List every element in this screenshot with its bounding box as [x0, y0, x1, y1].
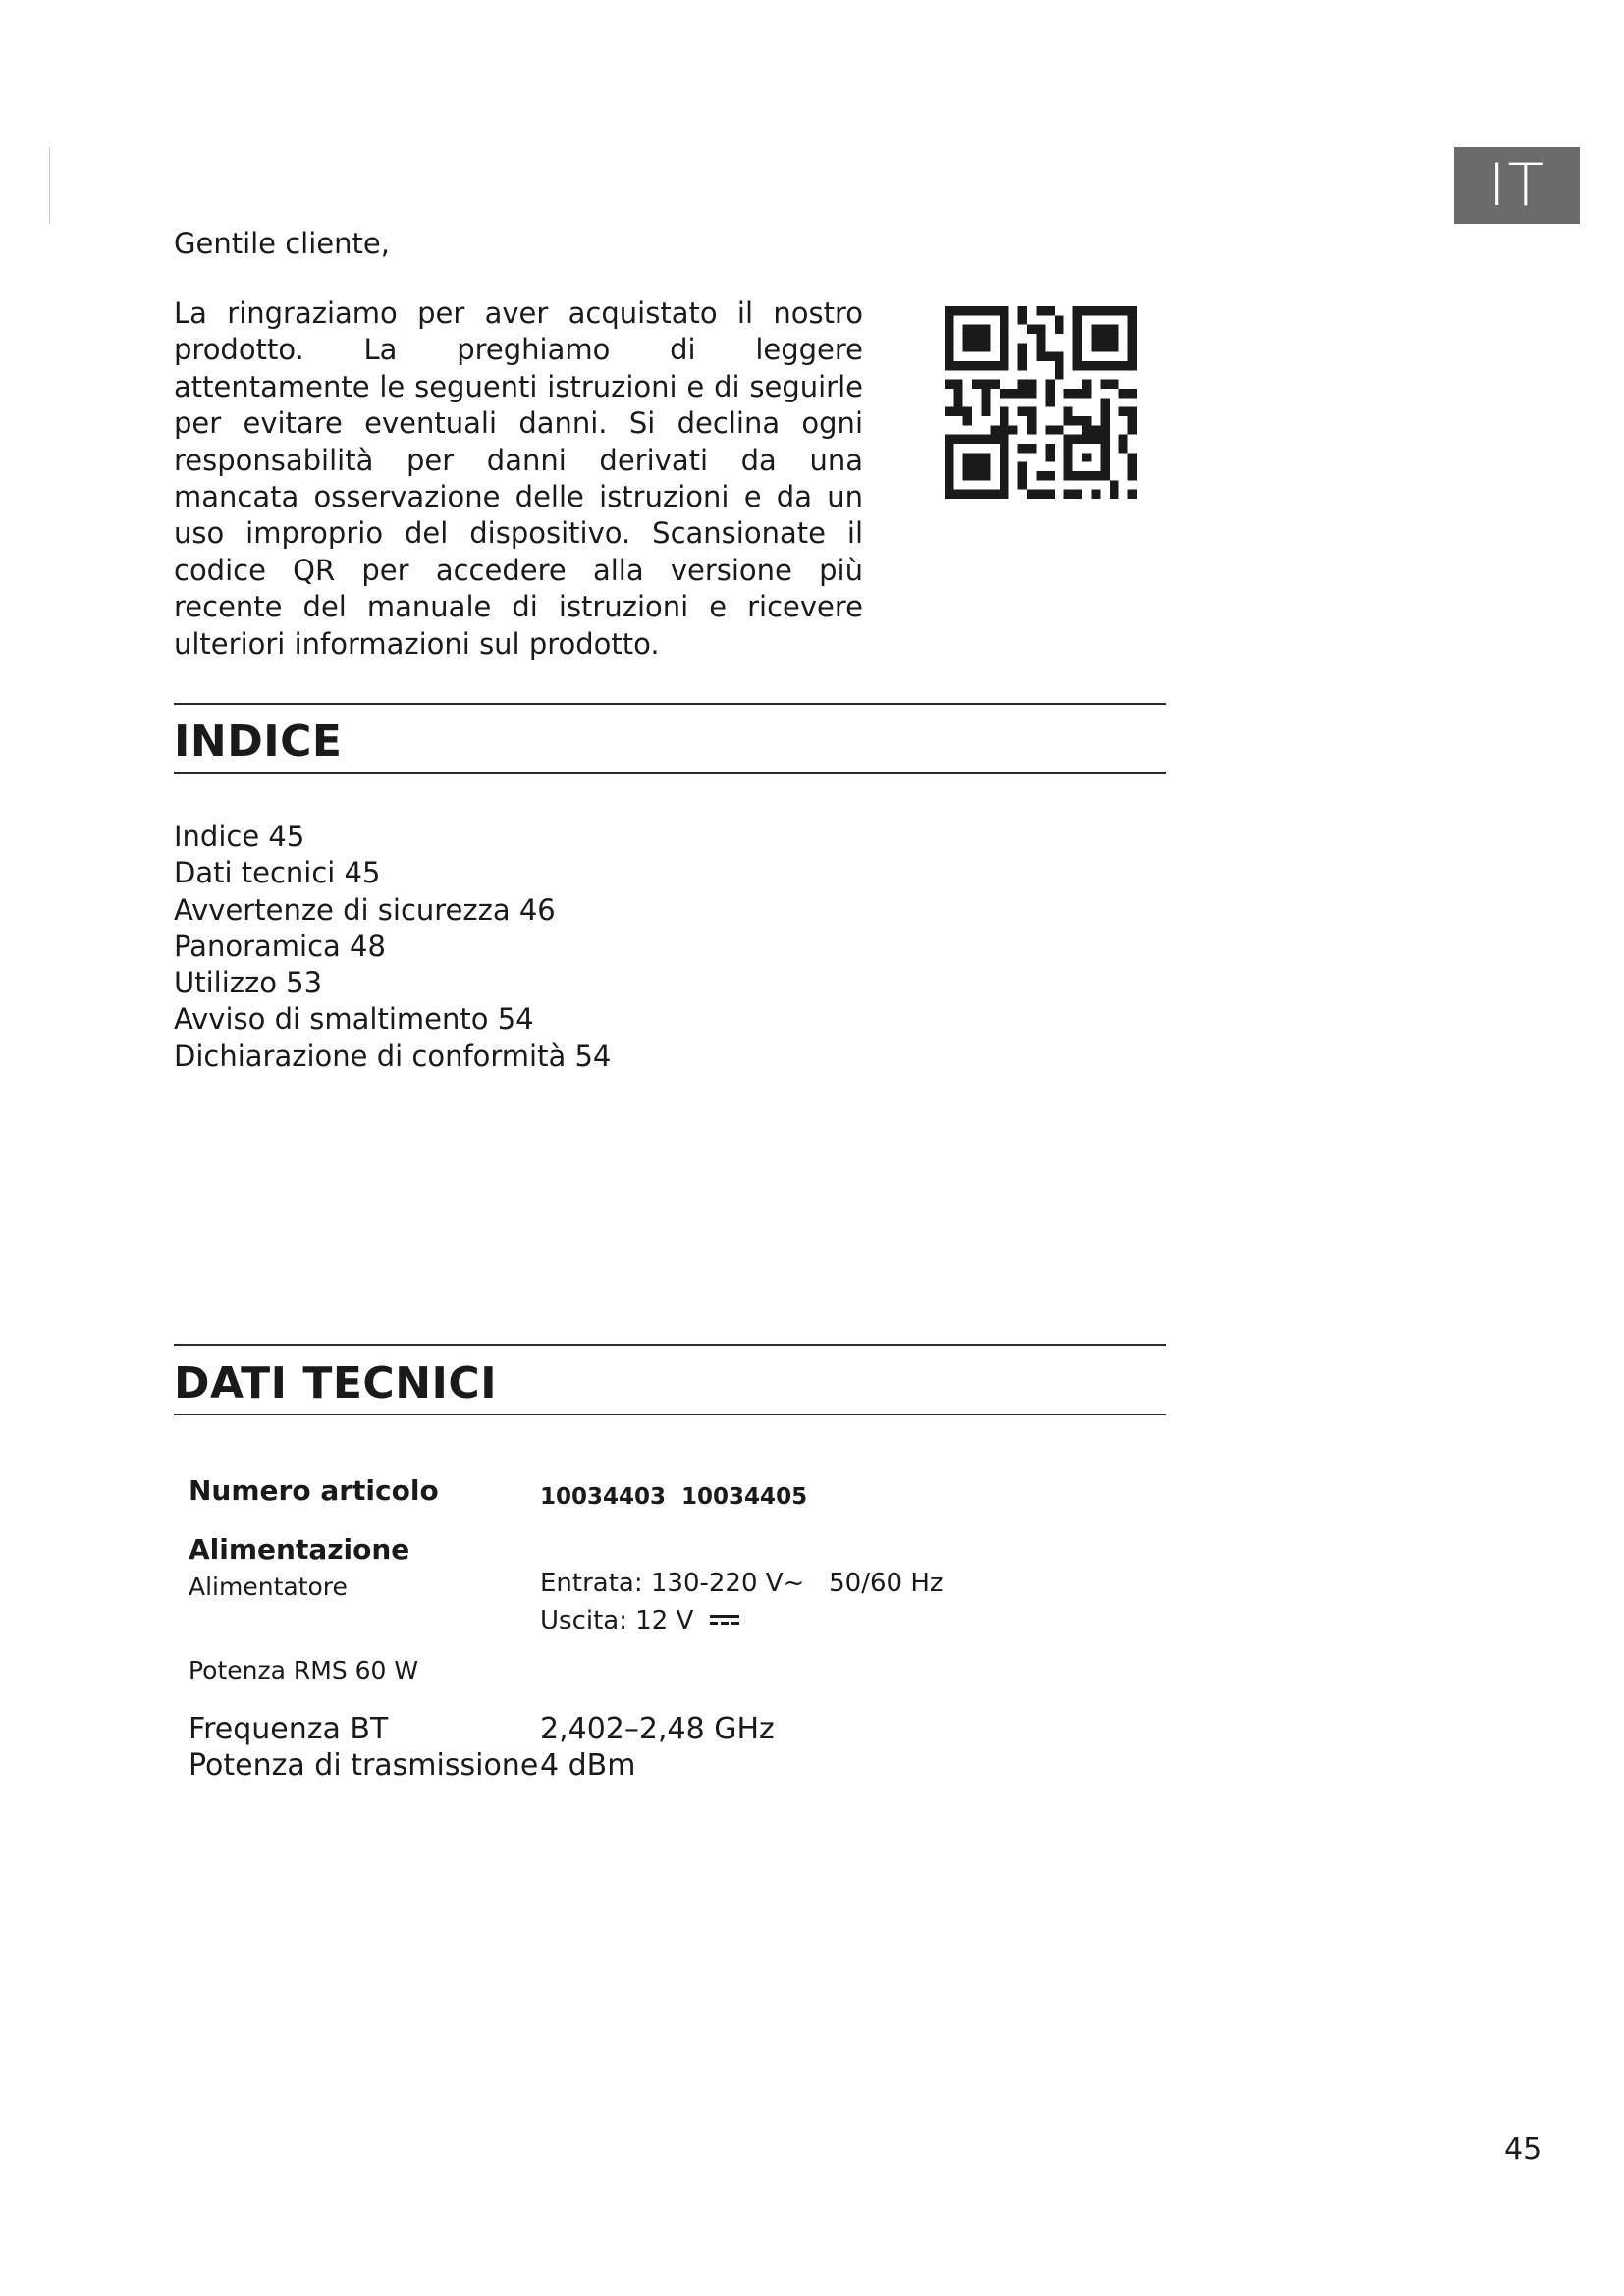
- qr-code: [945, 306, 1137, 499]
- specs-title: DATI TECNICI: [174, 1359, 498, 1409]
- toc-item[interactable]: Indice 45: [174, 820, 305, 853]
- toc-item[interactable]: Avviso di smaltimento 54: [174, 1002, 534, 1037]
- psu-label: Alimentatore: [189, 1573, 348, 1601]
- toc-item[interactable]: Panoramica 48: [174, 929, 386, 963]
- intro-paragraph: La ringraziamo per aver acquistato il nostro prodotto. La preghiamo di leggere attentamente le seguenti istruzioni e di seguirle per evitare eventuali danni. Si declina ogni responsabilità per danni derivati da una mancata osservazione delle istruzioni e da un uso improprio del dispositivo. Scansionate il codice QR per accedere alla versione più recente del manuale di istruzioni e ricevere ulteriori informazioni sul prodotto.: [174, 296, 863, 661]
- power-supply-heading: Alimentazione: [189, 1533, 410, 1566]
- article-number-label: Numero articolo: [189, 1474, 439, 1507]
- bt-frequency-value: 2,402–2,48 GHz: [540, 1712, 775, 1746]
- toc-item[interactable]: Avvertenze di sicurezza 46: [174, 892, 556, 927]
- page-number: 45: [1504, 2132, 1543, 2166]
- output-value: Uscita: 12 V: [540, 1606, 694, 1635]
- toc-item[interactable]: Dichiarazione di conformità 54: [174, 1039, 612, 1073]
- input-value: Entrata: 130-220 V~ 50/60 Hz: [540, 1569, 944, 1598]
- toc-item[interactable]: Utilizzo 53: [174, 966, 323, 1000]
- specs-bottom-rule: [174, 1414, 1166, 1415]
- toc-item[interactable]: Dati tecnici 45: [174, 856, 381, 890]
- tx-power-label: Potenza di trasmissione: [189, 1748, 539, 1783]
- output-row: [540, 1606, 739, 1635]
- greeting: Gentile cliente,: [174, 227, 390, 260]
- tx-power-value: 4 dBm: [540, 1748, 636, 1783]
- index-top-rule: [174, 703, 1166, 705]
- bt-frequency-label: Frequenza BT: [189, 1712, 389, 1746]
- dc-symbol-icon: [710, 1613, 739, 1627]
- rms-power: Potenza RMS 60 W: [189, 1656, 419, 1684]
- index-bottom-rule: [174, 772, 1166, 774]
- table-of-contents: [174, 819, 611, 1075]
- article-number-value: 10034403 10034405: [540, 1484, 808, 1510]
- margin-line: [49, 147, 50, 224]
- specs-top-rule: [174, 1344, 1166, 1346]
- language-tab: IT: [1454, 147, 1580, 224]
- index-title: INDICE: [174, 717, 343, 767]
